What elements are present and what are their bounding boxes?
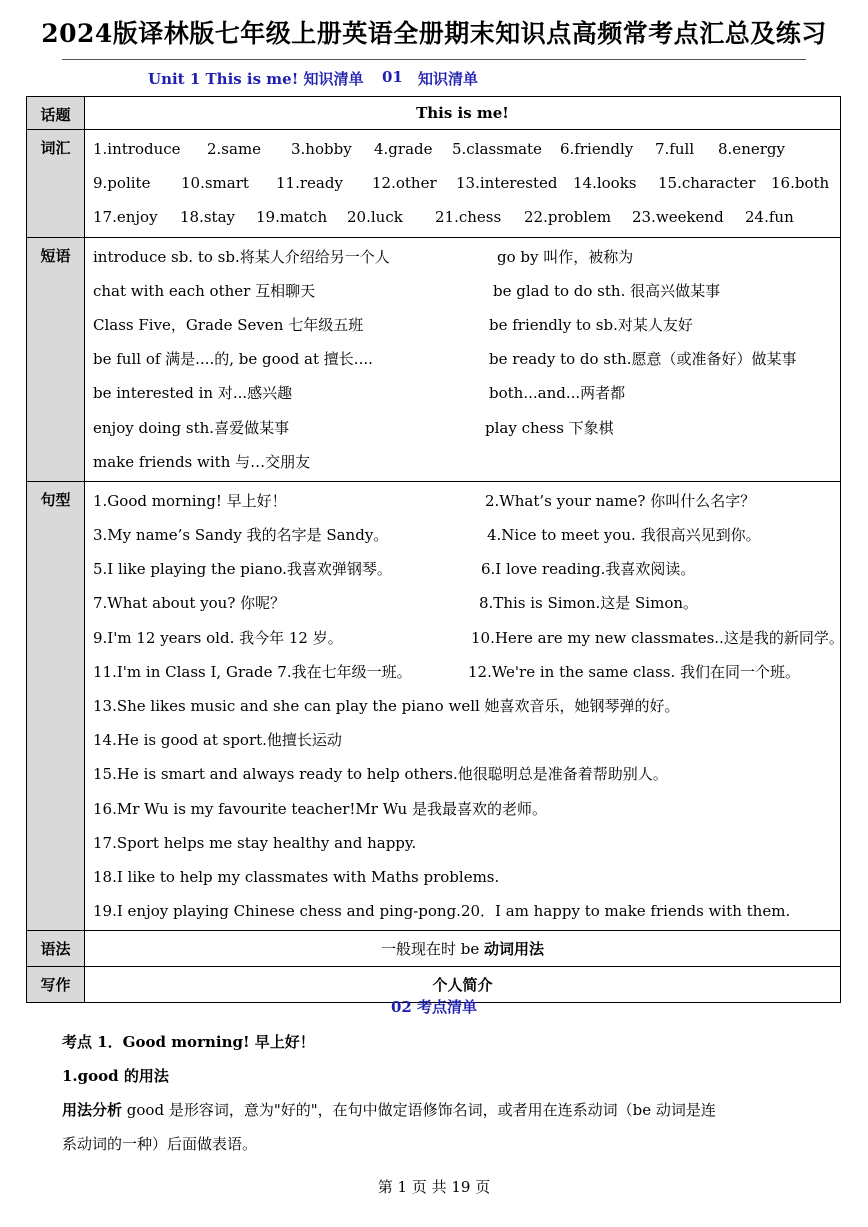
vocab-word: 23.weekend xyxy=(632,208,724,227)
sentence-line xyxy=(93,757,840,791)
grammar-plain: 一般现在时 be xyxy=(380,940,484,959)
sentence-line xyxy=(93,860,840,894)
sentence-left: 15.He is smart and always ready to help others.他很聪明总是准备着帮助别人。 xyxy=(93,765,668,784)
phrase-line xyxy=(93,274,840,308)
phrase-line xyxy=(93,411,840,445)
sentences-content xyxy=(85,481,844,930)
writing-label: 写作 xyxy=(27,967,85,1003)
sentence-line xyxy=(93,894,840,928)
phrase-line xyxy=(93,445,840,479)
vocab-word: 4.grade xyxy=(374,140,433,158)
section-02-heading: 02 考点清单 xyxy=(390,998,478,1016)
sentence-right: 2.What’s your name? 你叫什么名字？ xyxy=(485,491,756,510)
sentence-right: 8.This is Simon.这是 Simon。 xyxy=(479,594,699,613)
vocab-word: 12.other xyxy=(372,174,437,193)
phrases-label: 短语 xyxy=(27,237,85,481)
phrase-right: be glad to do sth. 很高兴做某事 xyxy=(493,281,721,300)
vocab-word: 13.interested xyxy=(456,174,558,193)
exam-point-1-sub: 1.good 的用法 xyxy=(62,1067,169,1085)
sentence-line xyxy=(93,621,844,655)
sentence-line xyxy=(93,723,840,757)
sentence-right: 4.Nice to meet you. 我很高兴见到你。 xyxy=(487,526,761,545)
vocab-word: 16.both xyxy=(771,174,830,193)
grammar-bold: 动词用法 xyxy=(484,940,545,959)
sentence-line xyxy=(93,484,840,518)
phrase-line xyxy=(93,308,840,342)
vocab-line xyxy=(93,200,840,234)
sentence-left: 19.I enjoy playing Chinese chess and ping-pong.20．I am happy to make friends with them. xyxy=(93,902,791,921)
sentence-line xyxy=(93,826,840,860)
sentences-label: 句型 xyxy=(27,481,85,930)
phrase-line xyxy=(93,376,840,410)
vocab-word: 10.smart xyxy=(181,174,249,193)
vocab-word: 14.looks xyxy=(573,174,637,193)
vocab-word: 2.same xyxy=(207,140,262,158)
sentence-left: 1.Good morning! 早上好！ xyxy=(93,491,287,510)
phrase-left: make friends with 与…交朋友 xyxy=(93,452,311,471)
section-01-number: 01 xyxy=(382,68,403,86)
title-divider xyxy=(62,59,806,60)
sentence-right: 12.We're in the same class. 我们在同一个班。 xyxy=(468,662,801,681)
vocab-word: 9.polite xyxy=(93,174,151,193)
sentence-left: 3.My name’s Sandy 我的名字是 Sandy。 xyxy=(93,526,389,545)
topic-label: 话题 xyxy=(27,97,85,130)
vocab-word: 1.introduce xyxy=(93,140,181,158)
sentence-left: 5.I like playing the piano.我喜欢弹钢琴。 xyxy=(93,560,392,579)
sentence-line xyxy=(93,552,840,586)
phrases-row xyxy=(27,237,841,481)
grammar-row xyxy=(27,931,841,967)
grammar-label: 语法 xyxy=(27,931,85,967)
sentence-line xyxy=(93,518,840,552)
sentence-left: 18.I like to help my classmates with Maths problems. xyxy=(93,867,500,886)
vocab-word: 21.chess xyxy=(435,208,502,227)
vocab-word: 11.ready xyxy=(276,174,343,193)
vocab-word: 18.stay xyxy=(180,208,235,227)
topic-value: This is me! xyxy=(85,97,841,130)
vocab-word: 19.match xyxy=(256,208,328,227)
document-title: 2024版译林版七年级上册英语全册期末知识点高频常考点汇总及练习 xyxy=(41,19,827,48)
sentence-line xyxy=(93,689,840,723)
sentence-left: 17.Sport helps me stay healthy and happy. xyxy=(93,833,417,852)
phrase-left: chat with each other 互相聊天 xyxy=(93,281,316,300)
sentence-line xyxy=(93,586,840,620)
vocab-label: 词汇 xyxy=(27,130,85,238)
usage-analysis-text-1: good 是形容词，意为"好的"，在句中做定语修饰名词，或者用在连系动词（be 动词是连 xyxy=(122,1101,716,1119)
phrase-left: introduce sb. to sb.将某人介绍给另一个人 xyxy=(93,247,390,266)
section-01-label: 知识清单 xyxy=(418,70,479,88)
writing-value: 个人简介 xyxy=(85,967,841,1003)
sentence-left: 9.I'm 12 years old. 我今年 12 岁。 xyxy=(93,628,343,647)
exam-point-1: 考点 1．Good morning! 早上好！ xyxy=(62,1033,315,1051)
phrase-left: Class Five，Grade Seven 七年级五班 xyxy=(93,315,364,334)
vocab-word: 20.luck xyxy=(347,208,403,227)
vocab-content xyxy=(85,130,841,238)
phrase-line xyxy=(93,240,840,274)
sentence-left: 13.She likes music and she can play the piano well 她喜欢音乐，她钢琴弹的好。 xyxy=(93,697,680,715)
vocab-line xyxy=(93,166,840,200)
phrase-left: enjoy doing sth.喜爱做某事 xyxy=(93,418,290,437)
sentence-left: 14.He is good at sport.他擅长运动 xyxy=(93,731,342,750)
phrase-right: both...and...两者都 xyxy=(489,384,626,403)
vocab-row xyxy=(27,130,841,238)
phrase-right: be friendly to sb.对某人友好 xyxy=(489,315,693,334)
unit-heading: Unit 1 This is me! 知识清单 xyxy=(148,70,364,88)
phrase-right: play chess 下象棋 xyxy=(485,418,614,437)
phrase-left: be full of 满是....的, be good at 擅长.... xyxy=(93,350,373,369)
phrase-right: go by 叫作，被称为 xyxy=(497,247,634,266)
grammar-value xyxy=(85,931,841,967)
usage-analysis-label: 用法分析 xyxy=(62,1101,123,1119)
phrase-right: be ready to do sth.愿意（或准备好）做某事 xyxy=(489,350,797,369)
sentence-right: 10.Here are my new classmates..这是我的新同学。 xyxy=(471,628,844,647)
vocab-word: 22.problem xyxy=(524,208,612,227)
vocab-word: 24.fun xyxy=(745,208,794,227)
vocab-word: 17.enjoy xyxy=(93,208,158,227)
vocab-word: 8.energy xyxy=(718,140,785,158)
phrase-left: be interested in 对...感兴趣 xyxy=(93,384,293,403)
sentence-line xyxy=(93,792,840,826)
usage-analysis-line-1 xyxy=(62,1099,716,1120)
phrase-line xyxy=(93,342,840,376)
vocab-word: 15.character xyxy=(658,174,756,193)
page-footer: 第 1 页 共 19 页 xyxy=(377,1178,491,1196)
vocab-word: 5.classmate xyxy=(452,140,542,158)
sentence-right: 6.I love reading.我喜欢阅读。 xyxy=(481,560,696,579)
sentence-left: 16.Mr Wu is my favourite teacher!Mr Wu 是我最喜欢的老师。 xyxy=(93,799,547,818)
sentences-row xyxy=(27,481,841,930)
sentence-left: 11.I'm in Class I, Grade 7.我在七年级一班。 xyxy=(93,662,412,681)
sentence-left: 7.What about you? 你呢？ xyxy=(93,594,286,613)
vocab-word: 6.friendly xyxy=(560,140,634,158)
phrases-content xyxy=(85,237,841,481)
vocab-line xyxy=(93,132,840,166)
knowledge-table xyxy=(26,96,844,1003)
sentence-line xyxy=(93,655,840,689)
topic-row xyxy=(27,97,841,130)
vocab-word: 7.full xyxy=(655,140,695,158)
vocab-word: 3.hobby xyxy=(291,140,352,158)
usage-analysis-line-2: 系动词的一种）后面做表语。 xyxy=(62,1135,258,1153)
